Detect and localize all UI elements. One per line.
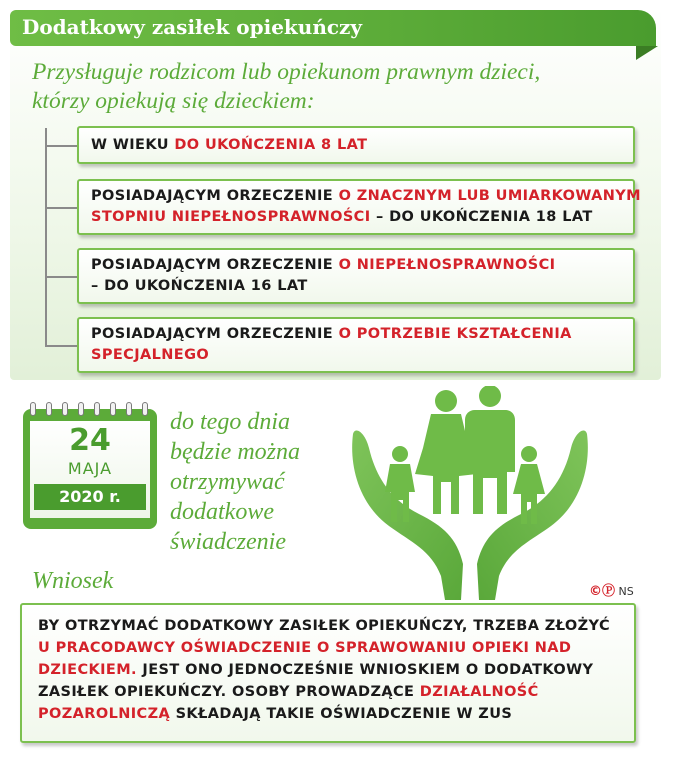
publisher-icon: Ⓟ: [602, 584, 616, 599]
copyright-mark: [589, 580, 634, 599]
body-text: BY OTRZYMAĆ DODATKOWY ZASIŁEK OPIEKUŃCZY, TRZEBA ZŁOŻYĆ: [38, 618, 610, 634]
body-text: POSIADAJĄCYM ORZECZENIE: [91, 188, 339, 204]
conditions.3-line: [91, 324, 621, 345]
intro-line-1: Przysługuje rodzicom lub opiekunom prawnym dzieci,: [32, 59, 541, 85]
body-text: POSIADAJĄCYM ORZECZENIE: [91, 257, 339, 273]
copyright-icon: ©: [589, 584, 602, 599]
body-text: – DO UKOŃCZENIA 18 LAT: [370, 209, 593, 225]
conditions.0-line: [91, 135, 621, 156]
condition-box: [77, 179, 641, 235]
highlighted-text: U PRACODAWCY OŚWIADCZENIE O SPRAWOWANIU OPIEKI NAD: [38, 640, 572, 656]
body-text: POSIADAJĄCYM ORZECZENIE: [91, 326, 339, 342]
conditions.1-line: [91, 186, 641, 207]
body-text: W WIEKU: [91, 136, 175, 153]
date-line: będzie można: [170, 439, 300, 465]
bracket-connector: [45, 276, 77, 278]
page-title: Dodatkowy zasiłek opiekuńczy: [22, 15, 363, 39]
highlighted-text: DZIECKIEM.: [38, 662, 137, 678]
calendar-rings: [10, 402, 160, 416]
date-line: dodatkowe: [170, 499, 274, 525]
body-text: JEST ONO JEDNOCZEŚNIE WNIOSKIEM O DODATKOWY: [136, 662, 594, 678]
wniosek-line: [38, 615, 620, 637]
bracket-connector: [45, 345, 77, 347]
wniosek-line: [38, 637, 620, 659]
intro-text: [32, 58, 652, 116]
calendar-month: MAJA: [67, 459, 113, 478]
date-line: otrzymywać: [170, 469, 285, 495]
condition-box: [77, 126, 635, 164]
wniosek-label: Wniosek: [32, 568, 114, 594]
bracket-connector: [45, 207, 77, 209]
author-initials: NS: [618, 585, 634, 598]
calendar-year: 2020 r.: [34, 484, 146, 510]
highlighted-text: O ZNACZNYM LUB UMIARKOWANYM: [338, 188, 641, 204]
conditions.1-line: [91, 207, 621, 228]
body-text: ZASIŁEK OPIEKUŃCZY. OSOBY PROWADZĄCE: [38, 684, 420, 700]
highlighted-text: DO UKOŃCZENIA 8 LAT: [174, 136, 368, 153]
highlighted-text: O POTRZEBIE KSZTAŁCENIA: [338, 326, 572, 342]
body-text: SKŁADAJĄ TAKIE OŚWIADCZENIE W ZUS: [170, 706, 513, 722]
conditions.2-line: [91, 255, 621, 276]
date-description: [170, 407, 340, 557]
bracket-connector: [45, 145, 77, 147]
date-line: świadczenie: [170, 529, 286, 555]
wniosek-line: [38, 703, 620, 725]
highlighted-text: DZIAŁALNOŚĆ: [419, 684, 539, 700]
date-line: do tego dnia: [170, 409, 290, 435]
wniosek-box: [20, 603, 636, 743]
highlighted-text: SPECJALNEGO: [91, 347, 210, 363]
wniosek-line: [38, 659, 620, 681]
family-in-hands-icon: [345, 386, 595, 601]
highlighted-text: POZAROLNICZĄ: [38, 706, 171, 722]
highlighted-text: O NIEPEŁNOSPRAWNOŚCI: [338, 257, 556, 273]
highlighted-text: STOPNIU NIEPEŁNOSPRAWNOŚCI: [91, 209, 371, 225]
wniosek-line: [38, 681, 620, 703]
intro-line-2: którzy opiekują się dzieckiem:: [32, 88, 315, 114]
body-text: – DO UKOŃCZENIA 16 LAT: [91, 278, 308, 294]
condition-box: [77, 317, 635, 373]
bracket-line: [45, 128, 47, 346]
calendar-day: 24: [69, 423, 111, 458]
conditions.3-line: [91, 345, 621, 366]
conditions.2-line: [91, 276, 621, 297]
condition-box: [77, 248, 635, 304]
